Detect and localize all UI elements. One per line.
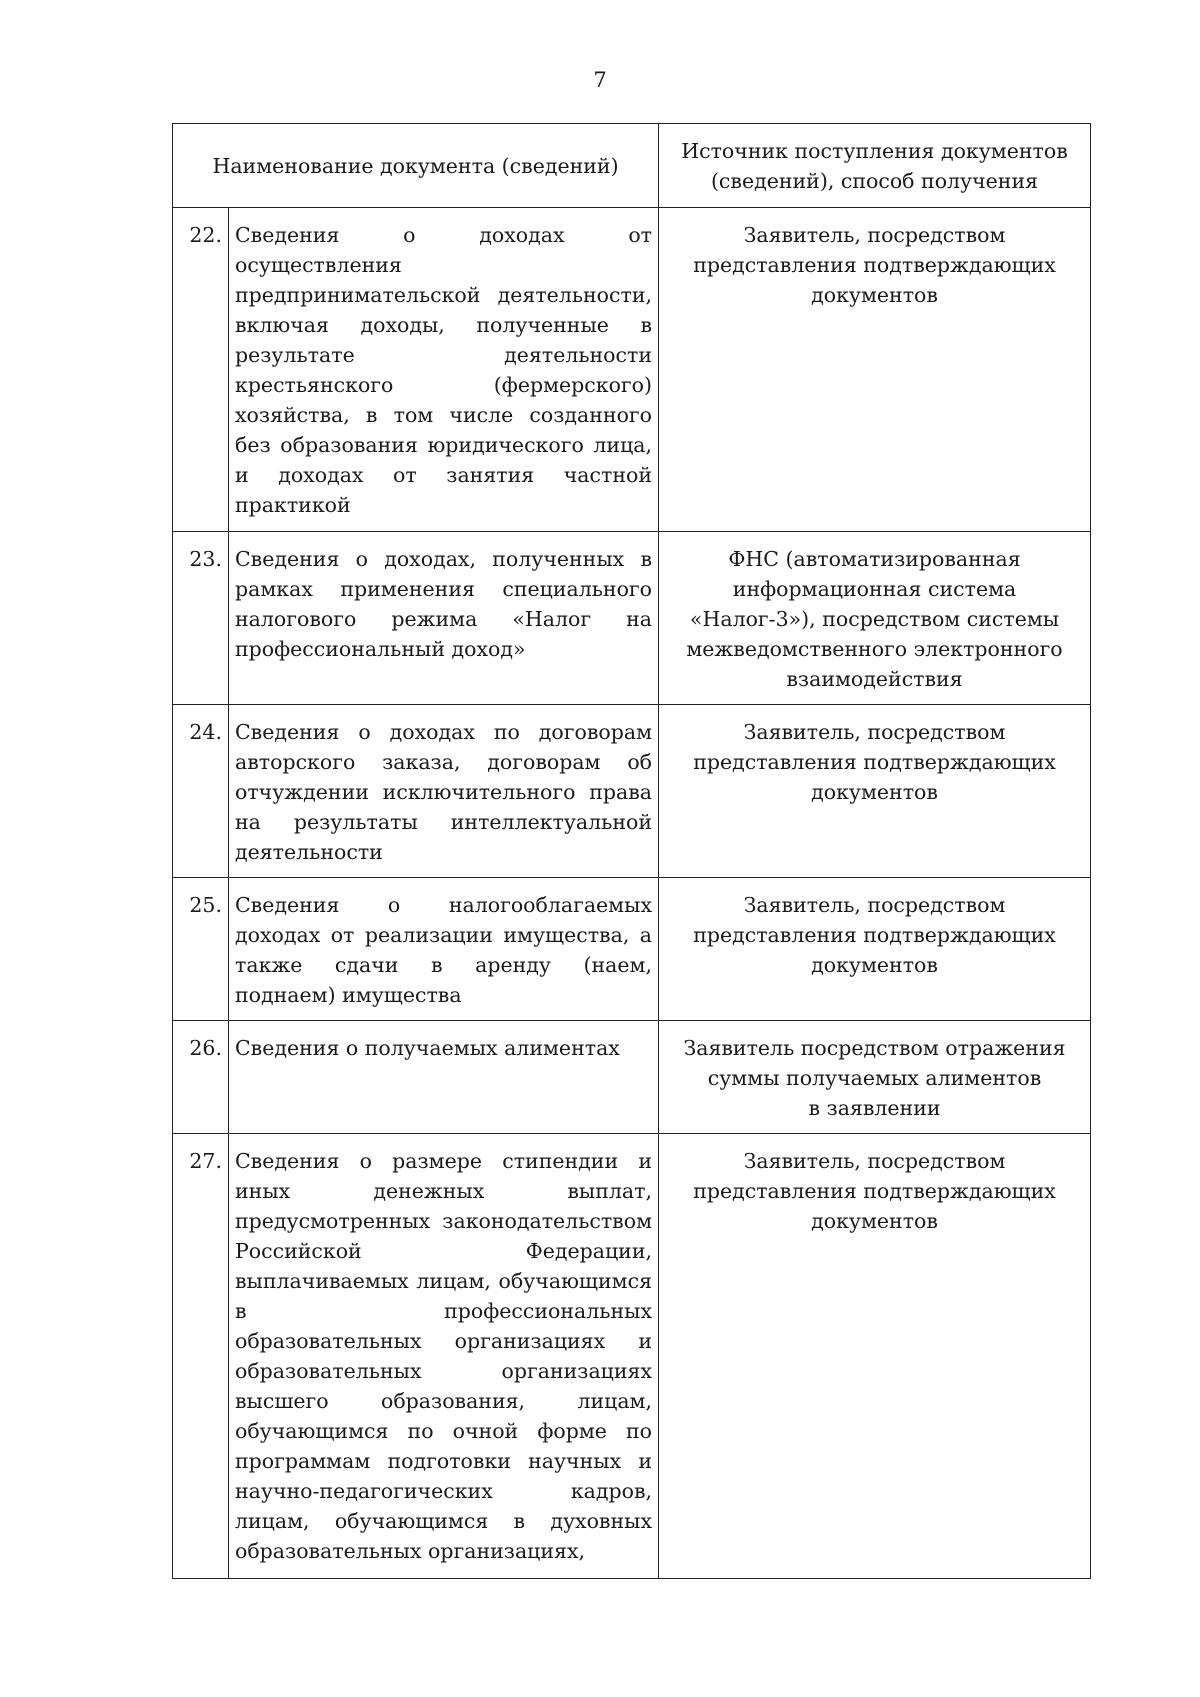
document-source: Заявитель, посредством представления подтверждающих документов [659, 705, 1091, 878]
table-header-row [173, 124, 1091, 208]
page-number: 7 [593, 68, 607, 92]
header-document-name: Наименование документа (сведений) [173, 124, 659, 208]
document-name: Сведения о доходах от осуществления предпринимательской деятельности, включая доходы, полученные в результате деятельности крестьянского (фермерского) хозяйства, в том числе созданного без образования юридического лица, и доходах от занятия частной практикой [229, 208, 659, 532]
table-row [173, 1134, 1091, 1579]
document-name: Сведения о доходах, полученных в рамках применения специального налогового режима «Налог на профессиональный доход» [229, 532, 659, 705]
row-number: 26. [173, 1021, 229, 1134]
table-row [173, 705, 1091, 878]
document-name: Сведения о размере стипендии и иных денежных выплат, предусмотренных законодательством Российской Федерации, выплачиваемых лицам, обучающимся в профессиональных образовательных организациях и образовательных организациях высшего образования, лицам, обучающимся по очной форме по программам подготовки научных и научно-педагогических кадров, лицам, обучающимся в духовных образовательных организациях, [229, 1134, 659, 1579]
table-row [173, 1021, 1091, 1134]
document-source: ФНС (автоматизированная информационная система «Налог-3»), посредством системы межведомственного электронного взаимодействия [659, 532, 1091, 705]
row-number: 25. [173, 878, 229, 1021]
table-row [173, 532, 1091, 705]
document-source: Заявитель, посредством представления подтверждающих документов [659, 878, 1091, 1021]
row-number: 23. [173, 532, 229, 705]
table-row [173, 208, 1091, 532]
row-number: 24. [173, 705, 229, 878]
documents-table [172, 123, 1091, 1579]
header-source: Источник поступления документов (сведений), способ получения [659, 124, 1091, 208]
document-source: Заявитель посредством отражения суммы получаемых алиментов в заявлении [659, 1021, 1091, 1134]
document-source: Заявитель, посредством представления подтверждающих документов [659, 208, 1091, 532]
document-source: Заявитель, посредством представления подтверждающих документов [659, 1134, 1091, 1579]
document-name: Сведения о доходах по договорам авторского заказа, договорам об отчуждении исключительного права на результаты интеллектуальной деятельности [229, 705, 659, 878]
row-number: 22. [173, 208, 229, 532]
table-row [173, 878, 1091, 1021]
document-name: Сведения о налогооблагаемых доходах от реализации имущества, а также сдачи в аренду (наем, поднаем) имущества [229, 878, 659, 1021]
document-name: Сведения о получаемых алиментах [229, 1021, 659, 1134]
row-number: 27. [173, 1134, 229, 1579]
